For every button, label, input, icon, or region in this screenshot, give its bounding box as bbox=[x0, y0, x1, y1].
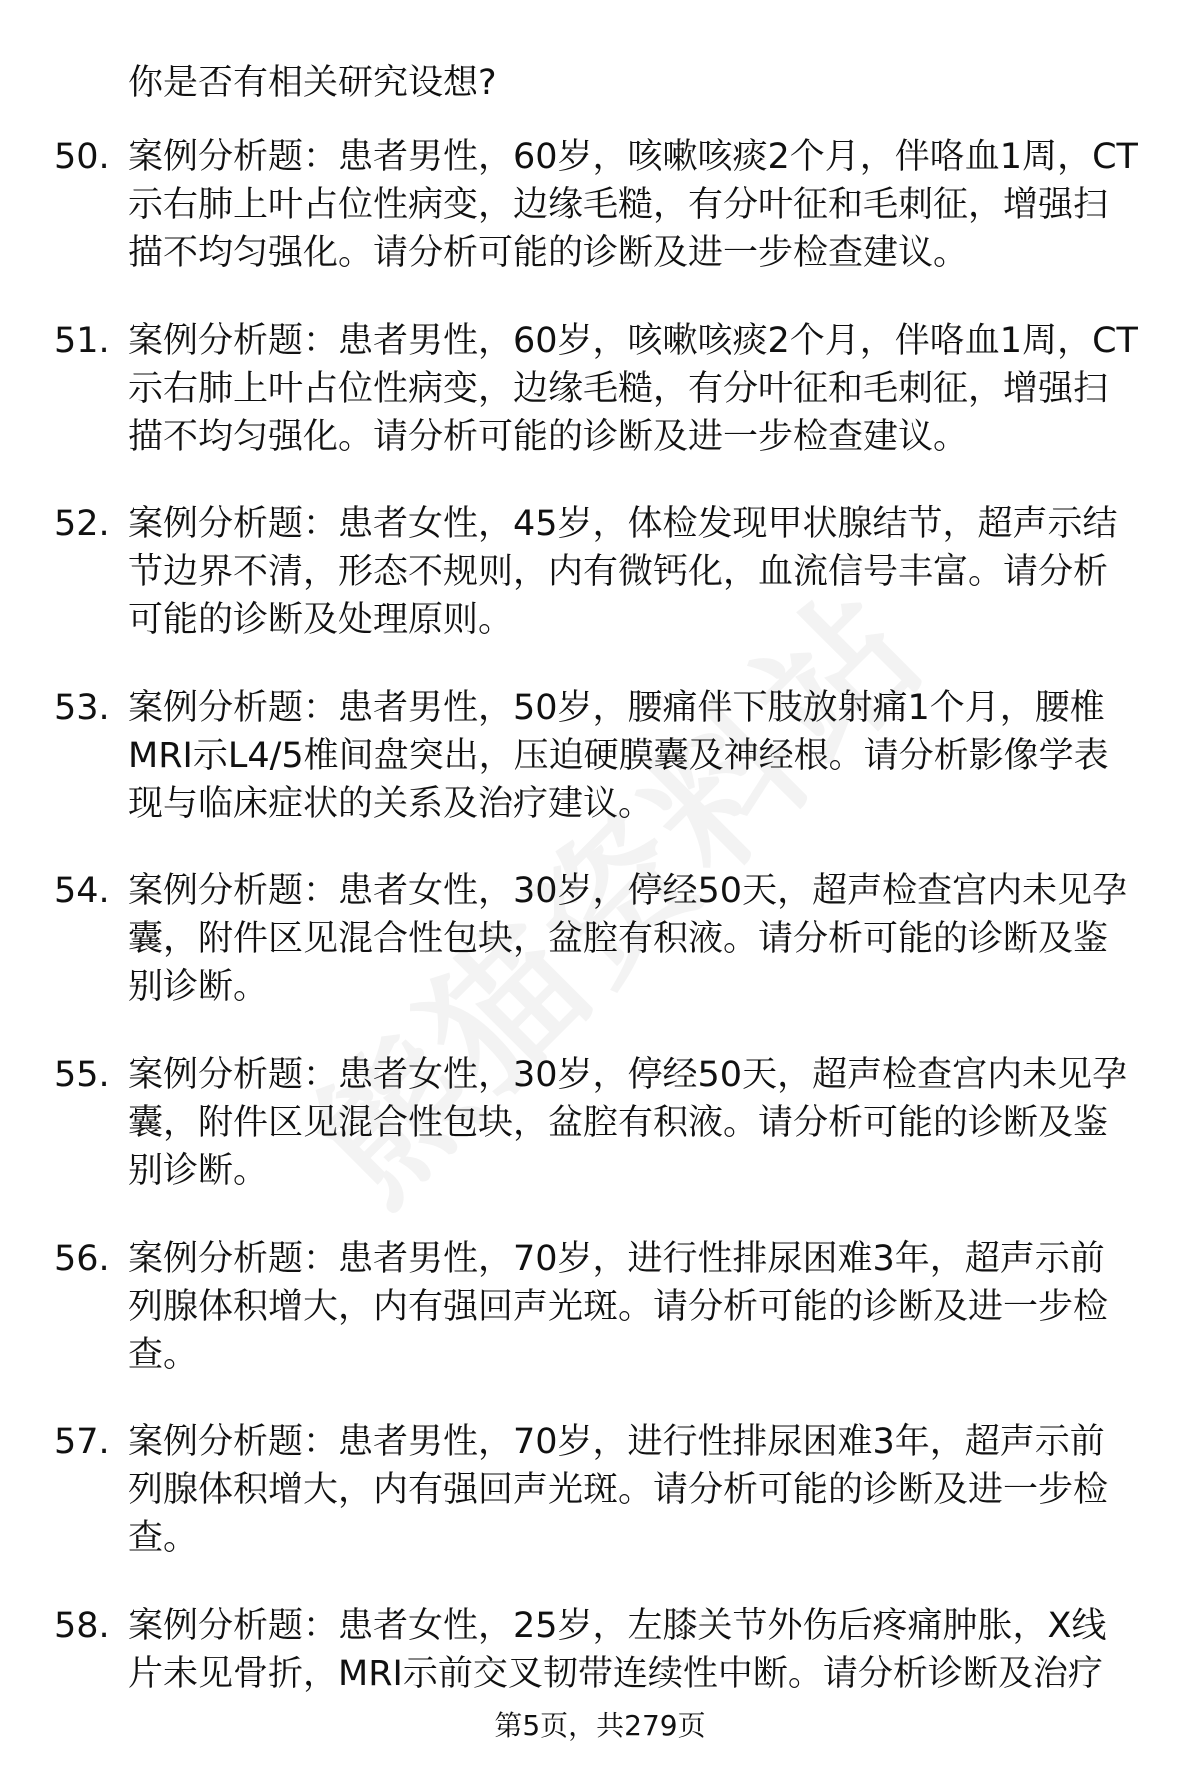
question-number: 51. bbox=[54, 320, 110, 361]
question-item bbox=[0, 132, 1200, 316]
question-text-line: 可能的诊断及处理原则。 bbox=[128, 600, 514, 641]
continuation-text: 你是否有相关研究设想? bbox=[128, 63, 497, 103]
question-item bbox=[0, 1601, 1200, 1784]
question-text-line: 案例分析题：患者男性，50岁，腰痛伴下肢放射痛1个月，腰椎 bbox=[128, 687, 1105, 728]
question-text-line: 列腺体积增大，内有强回声光斑。请分析可能的诊断及进一步检 bbox=[128, 1286, 1109, 1327]
question-item bbox=[0, 1417, 1200, 1601]
question-item bbox=[0, 1234, 1200, 1418]
question-number: 53. bbox=[54, 687, 110, 728]
question-text-line: 描不均匀强化。请分析可能的诊断及进一步检查建议。 bbox=[128, 233, 969, 273]
question-item bbox=[0, 499, 1200, 683]
question-text-line: 案例分析题：患者男性，60岁，咳嗽咳痰2个月，伴咯血1周，CT bbox=[128, 137, 1138, 177]
question-text-line: 案例分析题：患者男性，70岁，进行性排尿困难3年，超声示前 bbox=[128, 1238, 1105, 1279]
question-text-line: 列腺体积增大，内有强回声光斑。请分析可能的诊断及进一步检 bbox=[128, 1470, 1109, 1511]
question-text-line: 查。 bbox=[128, 1334, 199, 1375]
question-number: 50. bbox=[54, 137, 110, 177]
question-number: 55. bbox=[54, 1054, 110, 1095]
question-text-line: 案例分析题：患者女性，25岁，左膝关节外伤后疼痛肿胀，X线 bbox=[128, 1605, 1107, 1646]
question-text-line: 片未见骨折，MRI示前交叉韧带连续性中断。请分析诊断及治疗 bbox=[128, 1653, 1103, 1694]
question-number: 52. bbox=[54, 504, 110, 545]
question-text-line: 案例分析题：患者男性，60岁，咳嗽咳痰2个月，伴咯血1周，CT bbox=[128, 320, 1138, 361]
question-item bbox=[0, 683, 1200, 867]
question-text-line: 示右肺上叶占位性病变，边缘毛糙，有分叶征和毛刺征，增强扫 bbox=[128, 368, 1109, 409]
question-item bbox=[0, 316, 1200, 500]
question-text-line: 囊，附件区见混合性包块，盆腔有积液。请分析可能的诊断及鉴 bbox=[128, 919, 1109, 960]
question-text-line: 案例分析题：患者女性，30岁，停经50天，超声检查宫内未见孕 bbox=[128, 1054, 1128, 1095]
question-text-line: 节边界不清，形态不规则，内有微钙化，血流信号丰富。请分析 bbox=[128, 552, 1109, 593]
question-number: 57. bbox=[54, 1422, 110, 1463]
question-item bbox=[0, 866, 1200, 1050]
question-text-line: 别诊断。 bbox=[128, 967, 269, 1008]
question-number: 58. bbox=[54, 1605, 110, 1646]
page-footer: 第5页，共279页 bbox=[494, 1709, 706, 1742]
question-text-line: 案例分析题：患者男性，70岁，进行性排尿困难3年，超声示前 bbox=[128, 1422, 1105, 1463]
question-text-line: 案例分析题：患者女性，30岁，停经50天，超声检查宫内未见孕 bbox=[128, 871, 1128, 912]
question-list bbox=[0, 132, 1200, 1784]
question-text-line: 查。 bbox=[128, 1518, 199, 1559]
question-text-line: 案例分析题：患者女性，45岁，体检发现甲状腺结节，超声示结 bbox=[128, 504, 1118, 545]
question-number: 56. bbox=[54, 1238, 110, 1279]
question-text-line: MRI示L4/5椎间盘突出，压迫硬膜囊及神经根。请分析影像学表 bbox=[128, 735, 1109, 776]
question-number: 54. bbox=[54, 871, 110, 912]
question-item bbox=[0, 1050, 1200, 1234]
question-text-line: 描不均匀强化。请分析可能的诊断及进一步检查建议。 bbox=[128, 416, 969, 457]
question-text-line: 示右肺上叶占位性病变，边缘毛糙，有分叶征和毛刺征，增强扫 bbox=[128, 185, 1109, 225]
question-text-line: 囊，附件区见混合性包块，盆腔有积液。请分析可能的诊断及鉴 bbox=[128, 1102, 1109, 1143]
question-text-line: 别诊断。 bbox=[128, 1150, 269, 1191]
question-text-line: 现与临床症状的关系及治疗建议。 bbox=[128, 783, 654, 824]
